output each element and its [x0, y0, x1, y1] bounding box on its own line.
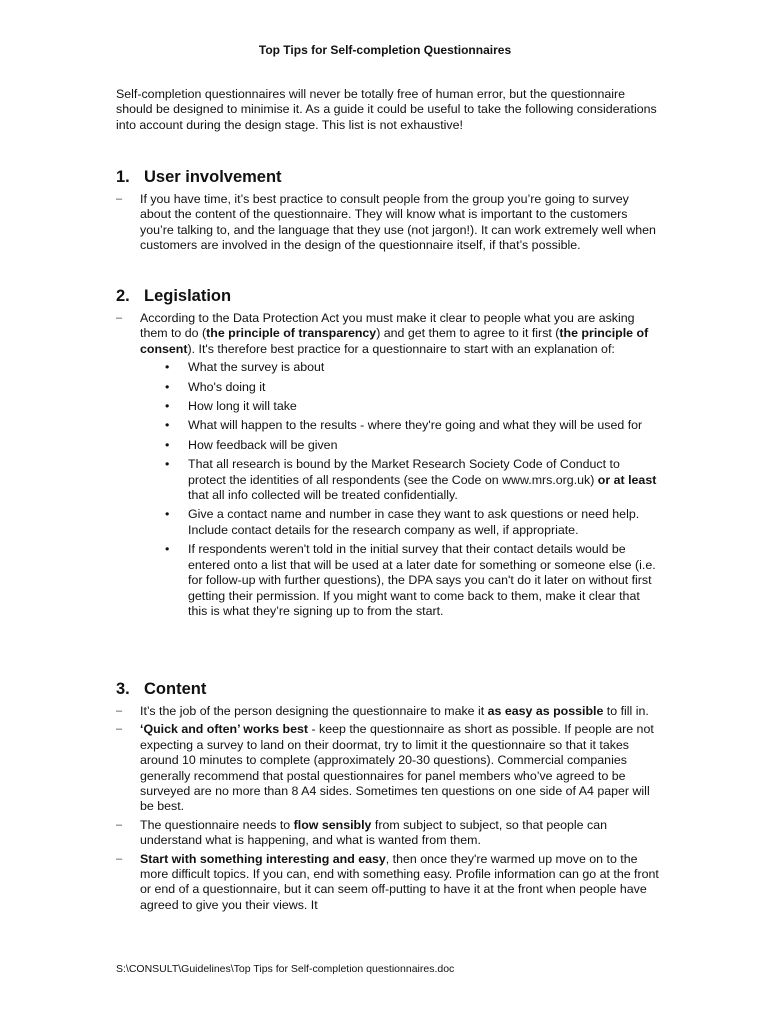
explanation-bullets [140, 360, 661, 619]
bullet-item: • Give a contact name and number in case they want to ask questions or need help. Include contact details for the research company as well, if appropriate. [140, 507, 661, 538]
page-title: Top Tips for Self-completion Questionnaires [258, 43, 512, 57]
list-item: – It’s the job of the person designing the questionnaire to make it as easy as possible to fill in. [116, 704, 661, 719]
list-item: – If you have time, it’s best practice to consult people from the group you’re going to survey about the content of the questionnaire. They will know what is important to the customers you’re talking to, and the language that they use (not jargon!). It can work extremely well when customers are involved in the design of the questionnaire itself, if that’s possible. [116, 192, 661, 254]
footer-file-path: S:\CONSULT\Guidelines\Top Tips for Self-completion questionnaires.doc [116, 963, 455, 975]
list-item: – The questionnaire needs to flow sensibly from subject to subject, so that people can understand what is happening, and what is wanted from them. [116, 818, 661, 849]
section-body-legislation [116, 311, 661, 623]
bullet-item: • What the survey is about [140, 360, 661, 375]
principle-consent: the principle of consent [140, 326, 649, 356]
section-title: Content [144, 680, 207, 698]
bullet-item: • How feedback will be given [140, 438, 661, 453]
section-number: 3. [116, 680, 130, 698]
bullet-item: • That all research is bound by the Market Research Society Code of Conduct to protect the identities of all respondents (see the Code on www.mrs.org.uk) or at least that all info collected will be treated confidentially. [140, 457, 661, 503]
bullet-item: • Who's doing it [140, 380, 661, 395]
bullet-item: • What will happen to the results - where they're going and what they will be used for [140, 418, 661, 433]
section-number: 1. [116, 168, 130, 186]
section-body-user-involvement [116, 192, 661, 257]
bullet-item: • How long it will take [140, 399, 661, 414]
section-heading-content [116, 679, 206, 699]
section-heading-legislation [116, 286, 231, 306]
principle-transparency: the principle of transparency [206, 326, 377, 341]
intro-paragraph: Self-completion questionnaires will never be totally free of human error, but the questionnaire should be designed to minimise it. As a guide it could be useful to take the following considerations into account during the design stage. This list is not exhaustive! [116, 87, 657, 132]
section-number: 2. [116, 287, 130, 305]
list-item: – Start with something interesting and easy, then once they're warmed up move on to the more difficult topics. If you can, end with something easy. Profile information can go at the front or end of a questionnaire, but it can seem off-putting to have it at the front when people have agreed to give you their views. It [116, 852, 661, 914]
section-title: User involvement [144, 168, 282, 186]
list-item: – ‘Quick and often’ works best - keep the questionnaire as short as possible. If people are not expecting a survey to land on their doormat, try to limit it the questionnaire so that it takes around 10 minutes to complete (approximately 20-30 questions). Commercial companies generally recommend that postal questionnaires for panel members who’ve agreed to be surveyed are no more than 8 A4 sides. Sometimes ten questions on one side of A4 paper will be best. [116, 722, 661, 814]
section-title: Legislation [144, 287, 232, 305]
list-item: – According to the Data Protection Act you must make it clear to people what you are asking them to do (the principle of transparency) and get them to agree to it first (the principle of consent). It's therefore best practice for a questionnaire to start with an explanation of: • What the survey is about • Who's doing it • How long it will take • What will happen to the results - where they're going and what they will be used for • How feedback will be given • That all research is bound by the Market Research Society Code of Conduct to protect the identities of all respondents (see the Code on www.mrs.org.uk) or at least that all info collected will be treated confidentially. • Give a contact name and number in case they want to ask questions or need help. Include contact details for the research company as well, if appropriate. • If respondents weren't told in the initial survey that their contact details would be entered onto a list that will be used at a later date for something or someone else (i.e. for follow-up with further questions), the DPA says you can't do it later on without first getting their permission. If you might want to come back to them, make it clear that this is what they’re signing up to from the start. [116, 311, 661, 619]
section-heading-user-involvement [116, 167, 282, 187]
bullet-item: • If respondents weren't told in the initial survey that their contact details would be entered onto a list that will be used at a later date for something or someone else (i.e. for follow-up with further questions), the DPA says you can't do it later on without first getting their permission. If you might want to come back to them, make it clear that this is what they’re signing up to from the start. [140, 542, 661, 619]
section-body-content [116, 704, 661, 916]
